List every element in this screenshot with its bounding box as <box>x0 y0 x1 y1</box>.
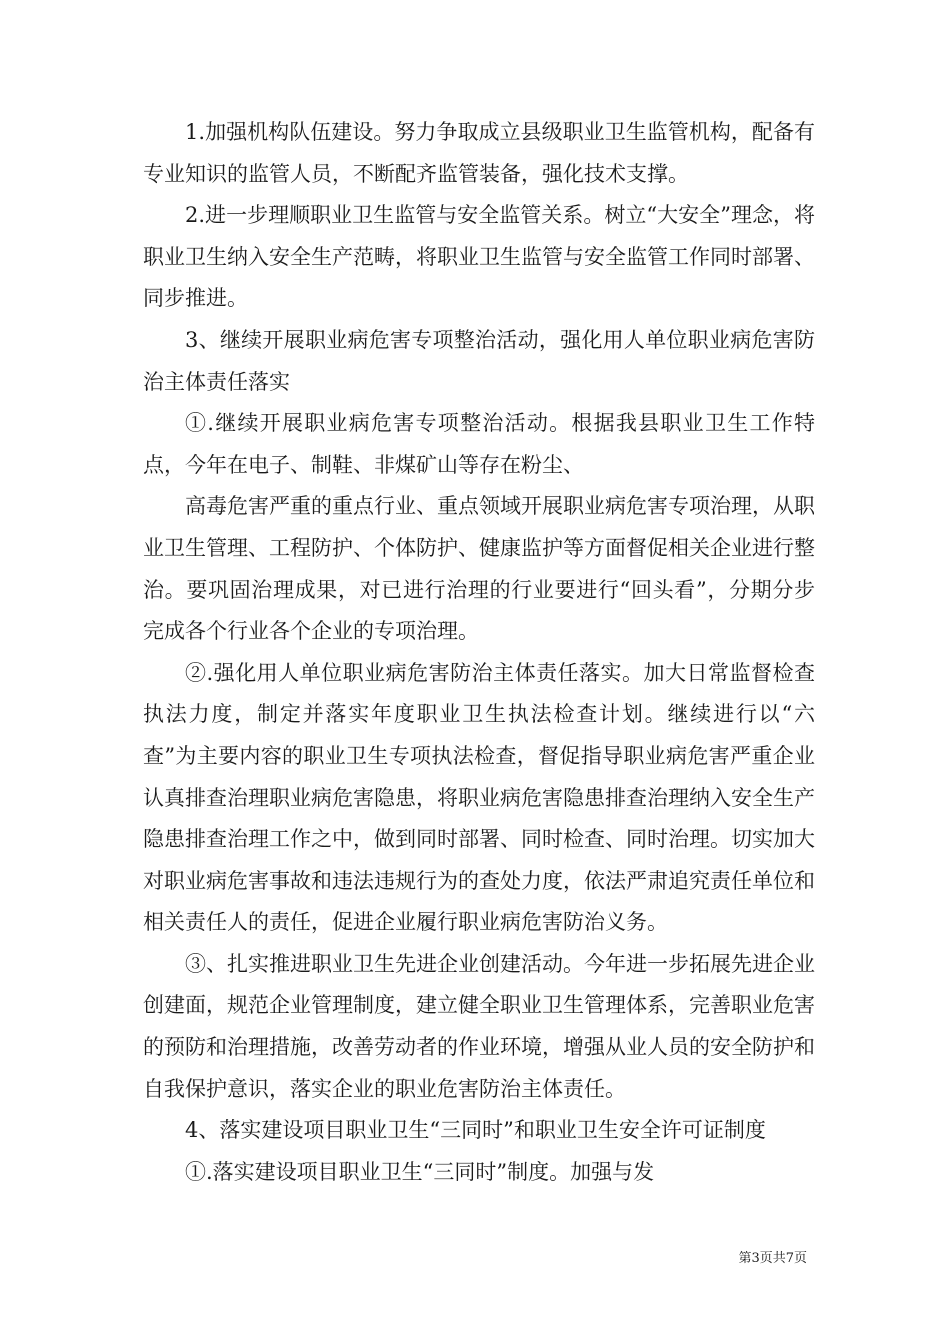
paragraph-5: 高毒危害严重的重点行业、重点领域开展职业病危害专项治理，从职业卫生管理、工程防护、个体防护、健康监护等方面督促相关企业进行整治。要巩固治理成果，对已进行治理的行业要进行“回头看”，分期分步完成各个行业各个企业的专项治理。 <box>143 494 815 644</box>
paragraph-3: 3、继续开展职业病危害专项整治活动，强化用人单位职业病危害防治主体责任落实 <box>143 327 815 394</box>
paragraph-6: ②.强化用人单位职业病危害防治主体责任落实。加大日常监督检查执法力度，制定并落实年度职业卫生执法检查计划。继续进行以“六查”为主要内容的职业卫生专项执法检查，督促指导职业病危害严重企业认真排查治理职业病危害隐患，将职业病危害隐患排查治理纳入安全生产隐患排查治理工作之中，做到同时部署、同时检查、同时治理。切实加大对职业病危害事故和违法违规行为的查处力度，依法严肃追究责任单位和相关责任人的责任，促进企业履行职业病危害防治义务。 <box>143 660 815 935</box>
paragraph-7: ③、扎实推进职业卫生先进企业创建活动。今年进一步拓展先进企业创建面，规范企业管理制度，建立健全职业卫生管理体系，完善职业危害的预防和治理措施，改善劳动者的作业环境，增强从业人员的安全防护和自我保护意识，落实企业的职业危害防治主体责任。 <box>143 951 815 1101</box>
paragraph-8: 4、落实建设项目职业卫生“三同时”和职业卫生安全许可证制度 <box>185 1118 766 1143</box>
page-number: 第3页共7页 <box>738 1251 807 1266</box>
paragraph-2: 2.进一步理顺职业卫生监管与安全监管关系。树立“大安全”理念，将职业卫生纳入安全生产范畴，将职业卫生监管与安全监管工作同时部署、同步推进。 <box>143 203 815 311</box>
paragraph-1: 1.加强机构队伍建设。努力争取成立县级职业卫生监管机构，配备有专业知识的监管人员，不断配齐监管装备，强化技术支撑。 <box>143 120 815 186</box>
paragraph-9: ①.落实建设项目职业卫生“三同时”制度。加强与发 <box>185 1159 655 1184</box>
document-body <box>143 112 815 1193</box>
paragraph-4: ①.继续开展职业病危害专项整治活动。根据我县职业卫生工作特点，今年在电子、制鞋、非煤矿山等存在粉尘、 <box>143 411 815 477</box>
